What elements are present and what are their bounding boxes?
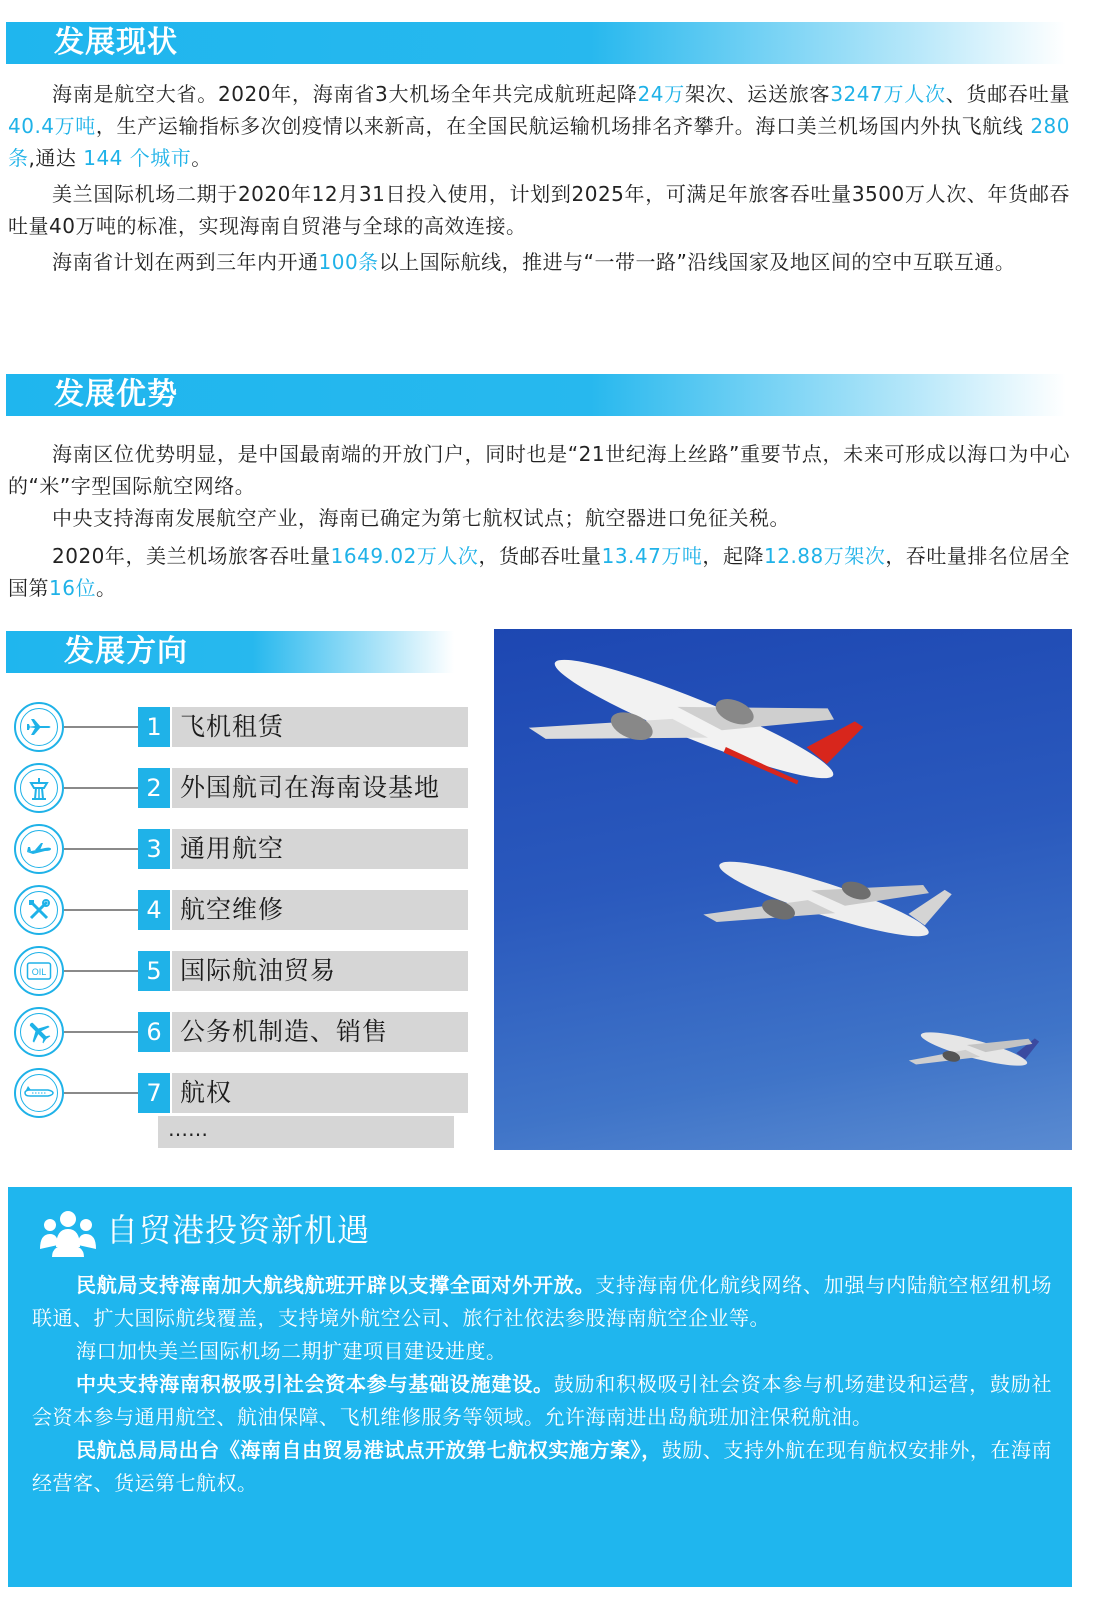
text: ，起降 bbox=[702, 544, 764, 568]
direction-item-6 bbox=[14, 1007, 454, 1057]
direction-label: 国际航油贸易 bbox=[172, 951, 468, 991]
text: 支持海南优化航线网络、加强与内陆航空枢纽机场联通、扩大国际航线覆盖，支持境外航空公司、旅行社依法参股海南航空企业等。 bbox=[32, 1273, 1053, 1330]
connector-line bbox=[64, 787, 138, 789]
text: 以上国际航线，推进与“一带一路”沿线国家及地区间的空中互联互通。 bbox=[378, 250, 1016, 274]
small-plane-icon bbox=[14, 824, 64, 874]
oil-icon bbox=[14, 946, 64, 996]
status-paragraph-3 bbox=[8, 246, 1070, 278]
direction-label: 外国航司在海南设基地 bbox=[172, 768, 468, 808]
text: 。 bbox=[95, 576, 117, 600]
text: 架次、运送旅客 bbox=[685, 82, 831, 106]
direction-label: 通用航空 bbox=[172, 829, 468, 869]
direction-item-2 bbox=[14, 763, 454, 813]
text: 海南是航空大省。2020年，海南省3大机场全年共完成航班起降 bbox=[52, 82, 638, 106]
connector-line bbox=[64, 1031, 138, 1033]
direction-item-4 bbox=[14, 885, 454, 935]
highlight-flights: 24万 bbox=[637, 82, 686, 106]
connector-line bbox=[64, 1092, 138, 1094]
direction-number: 7 bbox=[138, 1073, 170, 1113]
section-header-direction bbox=[6, 631, 454, 673]
airplanes-illustration bbox=[494, 629, 1072, 1150]
opportunity-text bbox=[32, 1269, 1052, 1500]
advantage-paragraph-1: 海南区位优势明显，是中国最南端的开放门户，同时也是“21世纪海上丝路”重要节点，未来可形成以海口为中心的“米”字型国际航空网络。 bbox=[8, 442, 1070, 498]
direction-item-3 bbox=[14, 824, 454, 874]
direction-number: 1 bbox=[138, 707, 170, 747]
tools-icon bbox=[14, 885, 64, 935]
direction-number: 5 bbox=[138, 951, 170, 991]
section-title-advantage: 发展优势 bbox=[54, 377, 178, 412]
bold-text: 民航局支持海南加大航线航班开辟以支撑全面对外开放。 bbox=[76, 1273, 596, 1297]
jet-icon bbox=[14, 1007, 64, 1057]
text: 鼓励和积极吸引社会资本参与机场建设和运营，鼓励社会资本参与通用航空、航油保障、飞机维修服务等领域。允许海南进出岛航班加注保税航油。 bbox=[32, 1372, 1052, 1429]
opportunity-title: 自贸港投资新机遇 bbox=[106, 1211, 371, 1249]
opportunity-box bbox=[8, 1187, 1072, 1587]
direction-number: 3 bbox=[138, 829, 170, 869]
text: 、货邮吞吐量 bbox=[945, 82, 1071, 106]
direction-label: 航权 bbox=[172, 1073, 468, 1113]
text: ，吞吐量排名位居全国第 bbox=[8, 544, 1071, 600]
advantage-paragraph-2: 中央支持海南发展航空产业，海南已确定为第七航权试点；航空器进口免征关税。 bbox=[52, 506, 790, 530]
opportunity-paragraph-1 bbox=[32, 1269, 1052, 1335]
control-tower-icon bbox=[14, 763, 64, 813]
direction-label: 飞机租赁 bbox=[172, 707, 468, 747]
highlight-cities: 144 个城市 bbox=[83, 146, 192, 170]
section-header-status bbox=[6, 22, 1066, 64]
text: ,通达 bbox=[28, 146, 84, 170]
text: 。 bbox=[191, 146, 212, 170]
status-paragraph-2: 美兰国际机场二期于2020年12月31日投入使用，计划到2025年，可满足年旅客吞吐量3500万人次、年货邮吞吐量40万吨的标准，实现海南自贸港与全球的高效连接。 bbox=[8, 182, 1070, 238]
direction-item-5 bbox=[14, 946, 454, 996]
connector-line bbox=[64, 909, 138, 911]
highlight-routes: 280 条 bbox=[8, 114, 1071, 170]
direction-number: 4 bbox=[138, 890, 170, 930]
direction-label: 航空维修 bbox=[172, 890, 468, 930]
status-paragraph-1 bbox=[8, 78, 1070, 174]
section-title-status: 发展现状 bbox=[54, 25, 178, 60]
direction-item-7 bbox=[14, 1068, 454, 1118]
airplanes-photo bbox=[494, 629, 1072, 1150]
highlight-passengers: 1649.02万人次 bbox=[330, 544, 479, 568]
direction-number: 2 bbox=[138, 768, 170, 808]
highlight-cargo: 13.47万吨 bbox=[601, 544, 703, 568]
highlight-rank: 16位 bbox=[49, 576, 96, 600]
opportunity-paragraph-3 bbox=[32, 1368, 1052, 1434]
direction-number: 6 bbox=[138, 1012, 170, 1052]
highlight-intl-routes: 100条 bbox=[318, 250, 379, 274]
plane-side-icon bbox=[14, 702, 64, 752]
section-title-direction: 发展方向 bbox=[64, 634, 188, 669]
text: 鼓励、支持外航在现有航权安排外，在海南经营客、货运第七航权。 bbox=[32, 1438, 1053, 1495]
highlight-cargo: 40.4万吨 bbox=[8, 114, 96, 138]
connector-line bbox=[64, 726, 138, 728]
connector-line bbox=[64, 970, 138, 972]
opportunity-paragraph-2 bbox=[32, 1335, 1052, 1368]
bold-text: 中央支持海南积极吸引社会资本参与基础设施建设。 bbox=[76, 1372, 554, 1396]
airliner-icon bbox=[14, 1068, 64, 1118]
opportunity-paragraph-4 bbox=[32, 1434, 1052, 1500]
direction-item-1 bbox=[14, 702, 454, 752]
section-header-advantage bbox=[6, 374, 1066, 416]
text: ，货邮吞吐量 bbox=[478, 544, 602, 568]
text: 海口加快美兰国际机场二期扩建项目建设进度。 bbox=[76, 1339, 507, 1363]
svg-text:OIL: OIL bbox=[31, 967, 47, 977]
text: 2020年，美兰机场旅客吞吐量 bbox=[52, 544, 331, 568]
direction-more: …… bbox=[158, 1116, 454, 1148]
text: ，生产运输指标多次创疫情以来新高，在全国民航运输机场排名齐攀升。海口美兰机场国内外执飞航线 bbox=[95, 114, 1031, 138]
highlight-passengers: 3247万人次 bbox=[830, 82, 946, 106]
text: 海南省计划在两到三年内开通 bbox=[52, 250, 319, 274]
advantage-paragraph-3 bbox=[8, 540, 1070, 604]
direction-label: 公务机制造、销售 bbox=[172, 1012, 468, 1052]
connector-line bbox=[64, 848, 138, 850]
bold-text: 民航总局局出台《海南自由贸易港试点开放第七航权实施方案》， bbox=[76, 1438, 662, 1462]
people-group-icon bbox=[38, 1207, 98, 1259]
highlight-movements: 12.88万架次 bbox=[764, 544, 886, 568]
